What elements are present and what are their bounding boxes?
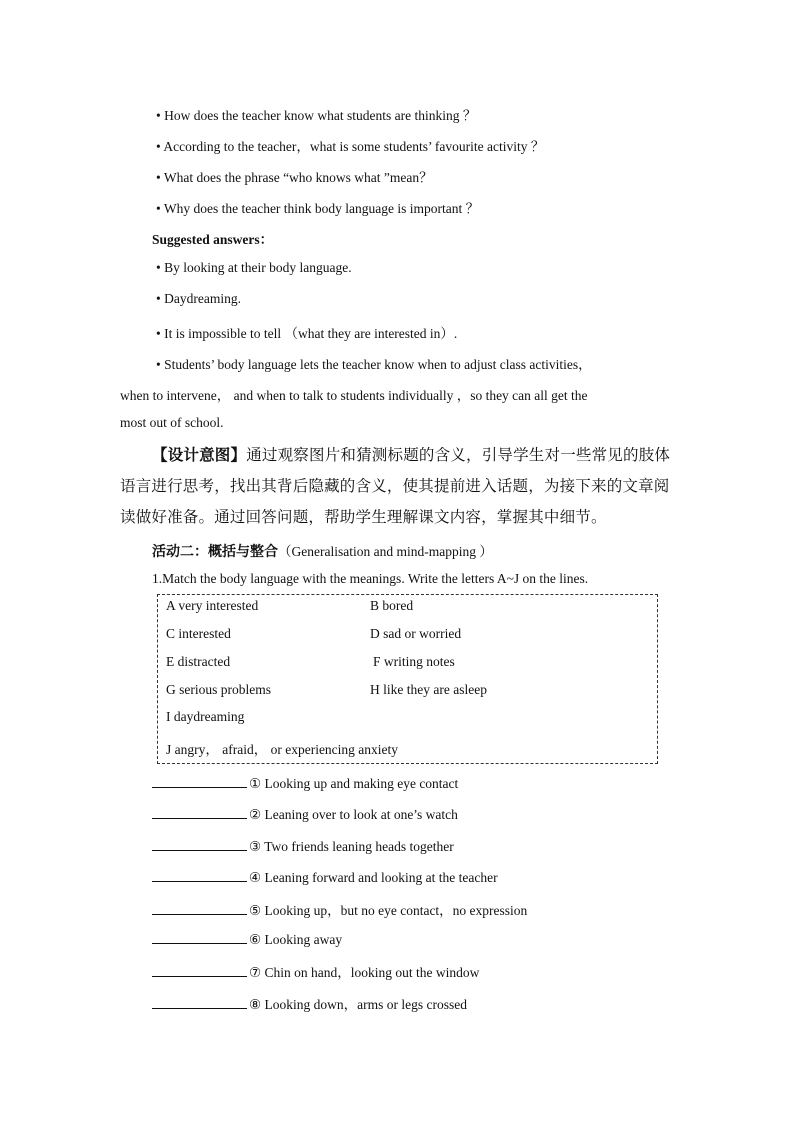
option-b: B bored — [370, 598, 414, 613]
question-2: • According to the teacher，what is some students’ favourite activity ？ — [156, 139, 545, 154]
design-intent-paragraph — [120, 440, 676, 533]
match-item-6 — [152, 930, 342, 948]
match-item-8 — [152, 993, 467, 1013]
match-item-2 — [152, 805, 458, 823]
match-item-text: ③ Two friends leaning heads together — [249, 839, 454, 854]
option-j: J angry， afraid， or experiencing anxiety — [166, 742, 399, 757]
answer-blank[interactable] — [152, 868, 247, 882]
question-3: • What does the phrase “who knows what ”mean？ — [156, 170, 433, 185]
option-f: F writing notes — [373, 654, 455, 669]
question-1: • How does the teacher know what students are thinking ？ — [156, 108, 477, 123]
options-box — [157, 594, 658, 764]
answer-4-line-1: • Students’ body language lets the teacher know when to adjust class activities， — [156, 357, 592, 372]
match-item-text: ⑤ Looking up，but no eye contact，no expression — [249, 903, 528, 918]
match-item-1 — [152, 774, 458, 792]
answer-blank[interactable] — [152, 901, 247, 915]
match-item-text: ⑦ Chin on hand，looking out the window — [249, 965, 480, 980]
answer-blank[interactable] — [152, 805, 247, 819]
answer-blank[interactable] — [152, 930, 247, 944]
match-item-7 — [152, 961, 479, 981]
match-item-text: ⑥ Looking away — [249, 932, 343, 947]
answer-blank[interactable] — [152, 837, 247, 851]
match-item-text: ① Looking up and making eye contact — [249, 776, 459, 791]
activity-two-heading — [152, 540, 493, 561]
option-c: C interested — [166, 626, 231, 641]
design-intent-text: 通过观察图片和猜测标题的含义，引导学生对一些常见的肢体语言进行思考，找出其背后隐藏的含义，使其提前进入话题，为接下来的文章阅读做好准备。通过回答问题，帮助学生理解课文内容，掌握其中细节。 — [120, 446, 671, 526]
design-intent-label: 【设计意图】 — [152, 446, 247, 464]
answer-3: • It is impossible to tell （what they are interested in）. — [156, 326, 458, 341]
answer-1: • By looking at their body language. — [156, 260, 352, 275]
match-item-text: ② Leaning over to look at one’s watch — [249, 807, 458, 822]
answer-2: • Daydreaming. — [156, 291, 241, 306]
activity-two-label: 活动二：概括与整合 — [152, 544, 278, 560]
option-h: H like they are asleep — [370, 682, 487, 697]
match-item-text: ④ Leaning forward and looking at the teacher — [249, 870, 498, 885]
answer-blank[interactable] — [152, 774, 247, 788]
option-d: D sad or worried — [370, 626, 462, 641]
question-4: • Why does the teacher think body language is important ？ — [156, 201, 480, 216]
answer-blank[interactable] — [152, 963, 247, 977]
answer-4-line-2: when to intervene， and when to talk to students individually ，so they can all get the — [120, 388, 588, 403]
match-item-text: ⑧ Looking down，arms or legs crossed — [249, 997, 467, 1012]
match-item-3 — [152, 837, 454, 855]
answer-blank[interactable] — [152, 995, 247, 1009]
answer-4-line-3: most out of school. — [120, 415, 224, 430]
match-item-5 — [152, 899, 527, 919]
option-i: I daydreaming — [166, 709, 245, 724]
option-a: A very interested — [166, 598, 259, 613]
activity-two-english: （Generalisation and mind-mapping ） — [278, 544, 493, 559]
suggested-answers-heading: Suggested answers： — [152, 232, 274, 247]
match-item-4 — [152, 868, 498, 886]
match-instruction: 1.Match the body language with the meanings. Write the letters A~J on the lines. — [152, 571, 589, 586]
option-g: G serious problems — [166, 682, 271, 697]
option-e: E distracted — [166, 654, 231, 669]
